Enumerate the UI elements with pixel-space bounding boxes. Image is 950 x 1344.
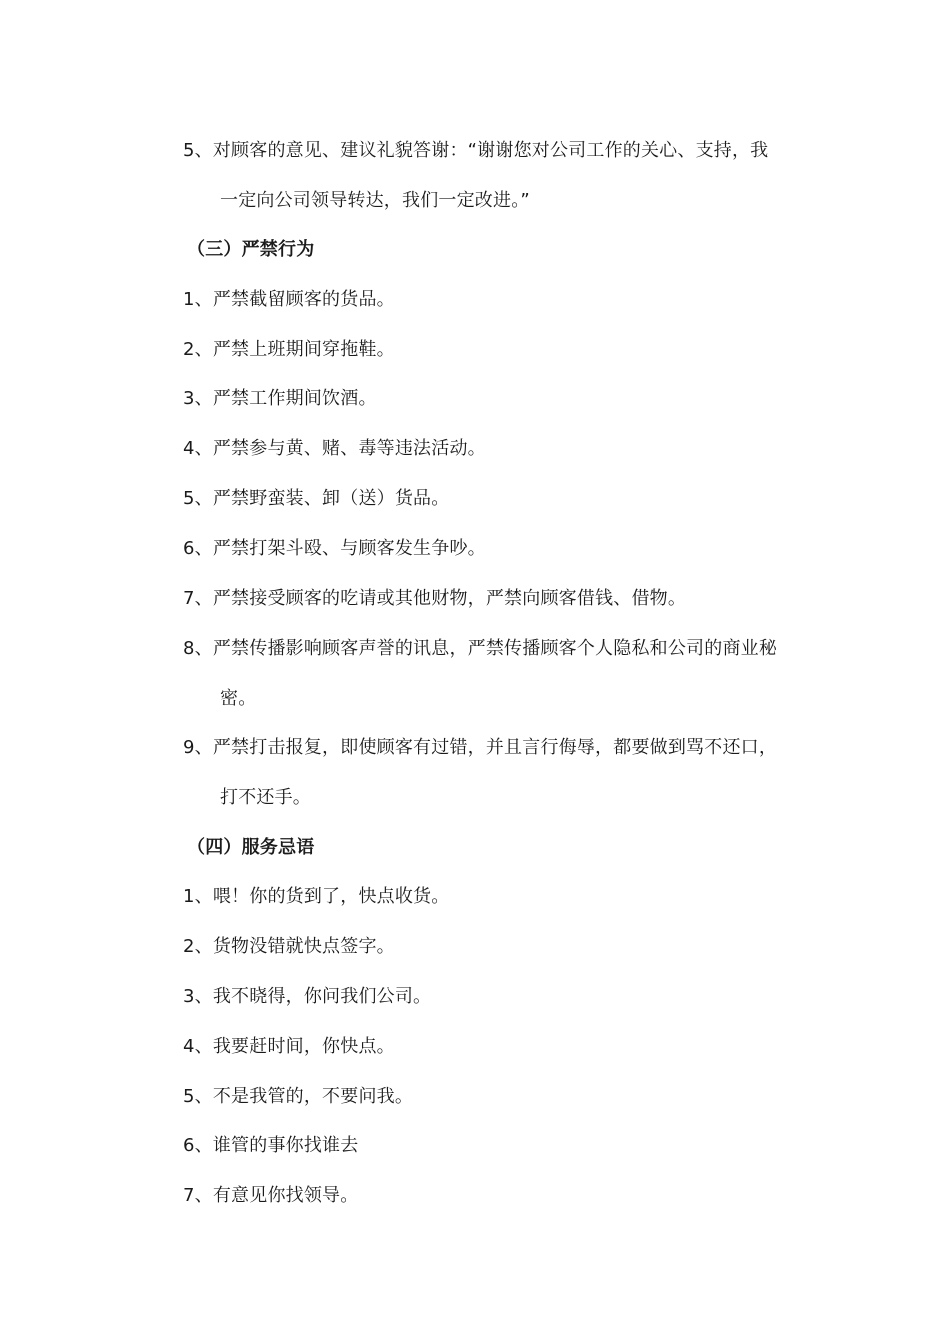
item-text: 严禁接受顾客的吃请或其他财物，严禁向顾客借钱、借物。	[212, 588, 687, 609]
list-item	[183, 537, 486, 561]
item-number: 2、	[183, 339, 213, 360]
item-continuation: 打不还手。	[220, 787, 311, 808]
item-continuation: 密。	[220, 688, 257, 709]
list-item	[183, 338, 395, 362]
list-item	[183, 736, 777, 760]
item-number: 7、	[183, 1185, 213, 1206]
list-item	[183, 387, 377, 411]
list-item	[183, 1134, 358, 1158]
item-number: 7、	[183, 588, 213, 609]
list-item	[183, 935, 395, 959]
list-item	[183, 637, 777, 661]
item-number: 8、	[183, 638, 213, 659]
item-text: 严禁截留顾客的货品。	[212, 289, 395, 310]
item-number: 4、	[183, 438, 213, 459]
item-text: 我不晓得，你问我们公司。	[212, 986, 432, 1007]
list-item	[183, 985, 431, 1009]
item-number: 1、	[183, 289, 213, 310]
list-item	[183, 437, 486, 461]
item-number: 1、	[183, 886, 213, 907]
list-item	[183, 885, 449, 909]
item-text: 我要赶时间，你快点。	[212, 1036, 395, 1057]
list-item	[183, 1085, 413, 1109]
item-number: 4、	[183, 1036, 213, 1057]
item-text: 严禁参与黄、赌、毒等违法活动。	[212, 438, 486, 459]
list-item	[183, 487, 449, 511]
item-text: 对顾客的意见、建议礼貌答谢：“谢谢您对公司工作的关心、支持，我	[212, 140, 769, 161]
item-text: 严禁传播影响顾客声誉的讯息，严禁传播顾客个人隐私和公司的商业秘	[212, 638, 778, 659]
item-number: 6、	[183, 1135, 213, 1156]
item-text: 喂！你的货到了，快点收货。	[212, 886, 450, 907]
item-number: 5、	[183, 488, 213, 509]
section-heading-taboo: （四）服务忌语	[187, 837, 315, 858]
list-item	[183, 139, 768, 163]
item-text: 严禁打击报复，即使顾客有过错，并且言行侮辱，都要做到骂不还口，	[212, 737, 778, 758]
item-text: 不是我管的，不要问我。	[212, 1086, 414, 1107]
item-number: 9、	[183, 737, 213, 758]
list-item	[183, 587, 686, 611]
item-text: 严禁打架斗殴、与顾客发生争吵。	[212, 538, 486, 559]
item-number: 5、	[183, 1086, 213, 1107]
item-number: 6、	[183, 538, 213, 559]
section-heading-prohibited: （三）严禁行为	[187, 239, 315, 260]
item-text: 严禁野蛮装、卸（送）货品。	[212, 488, 450, 509]
item-text: 严禁工作期间饮酒。	[212, 388, 377, 409]
item-text: 货物没错就快点签字。	[212, 936, 395, 957]
item-number: 5、	[183, 140, 213, 161]
item-number: 3、	[183, 986, 213, 1007]
list-item	[183, 1184, 358, 1208]
list-item	[183, 1035, 395, 1059]
list-item	[183, 288, 395, 312]
item-text: 谁管的事你找谁去	[212, 1135, 359, 1156]
item-number: 2、	[183, 936, 213, 957]
item-text: 有意见你找领导。	[212, 1185, 359, 1206]
item-continuation: 一定向公司领导转达，我们一定改进。”	[220, 190, 530, 211]
item-text: 严禁上班期间穿拖鞋。	[212, 339, 395, 360]
item-number: 3、	[183, 388, 213, 409]
